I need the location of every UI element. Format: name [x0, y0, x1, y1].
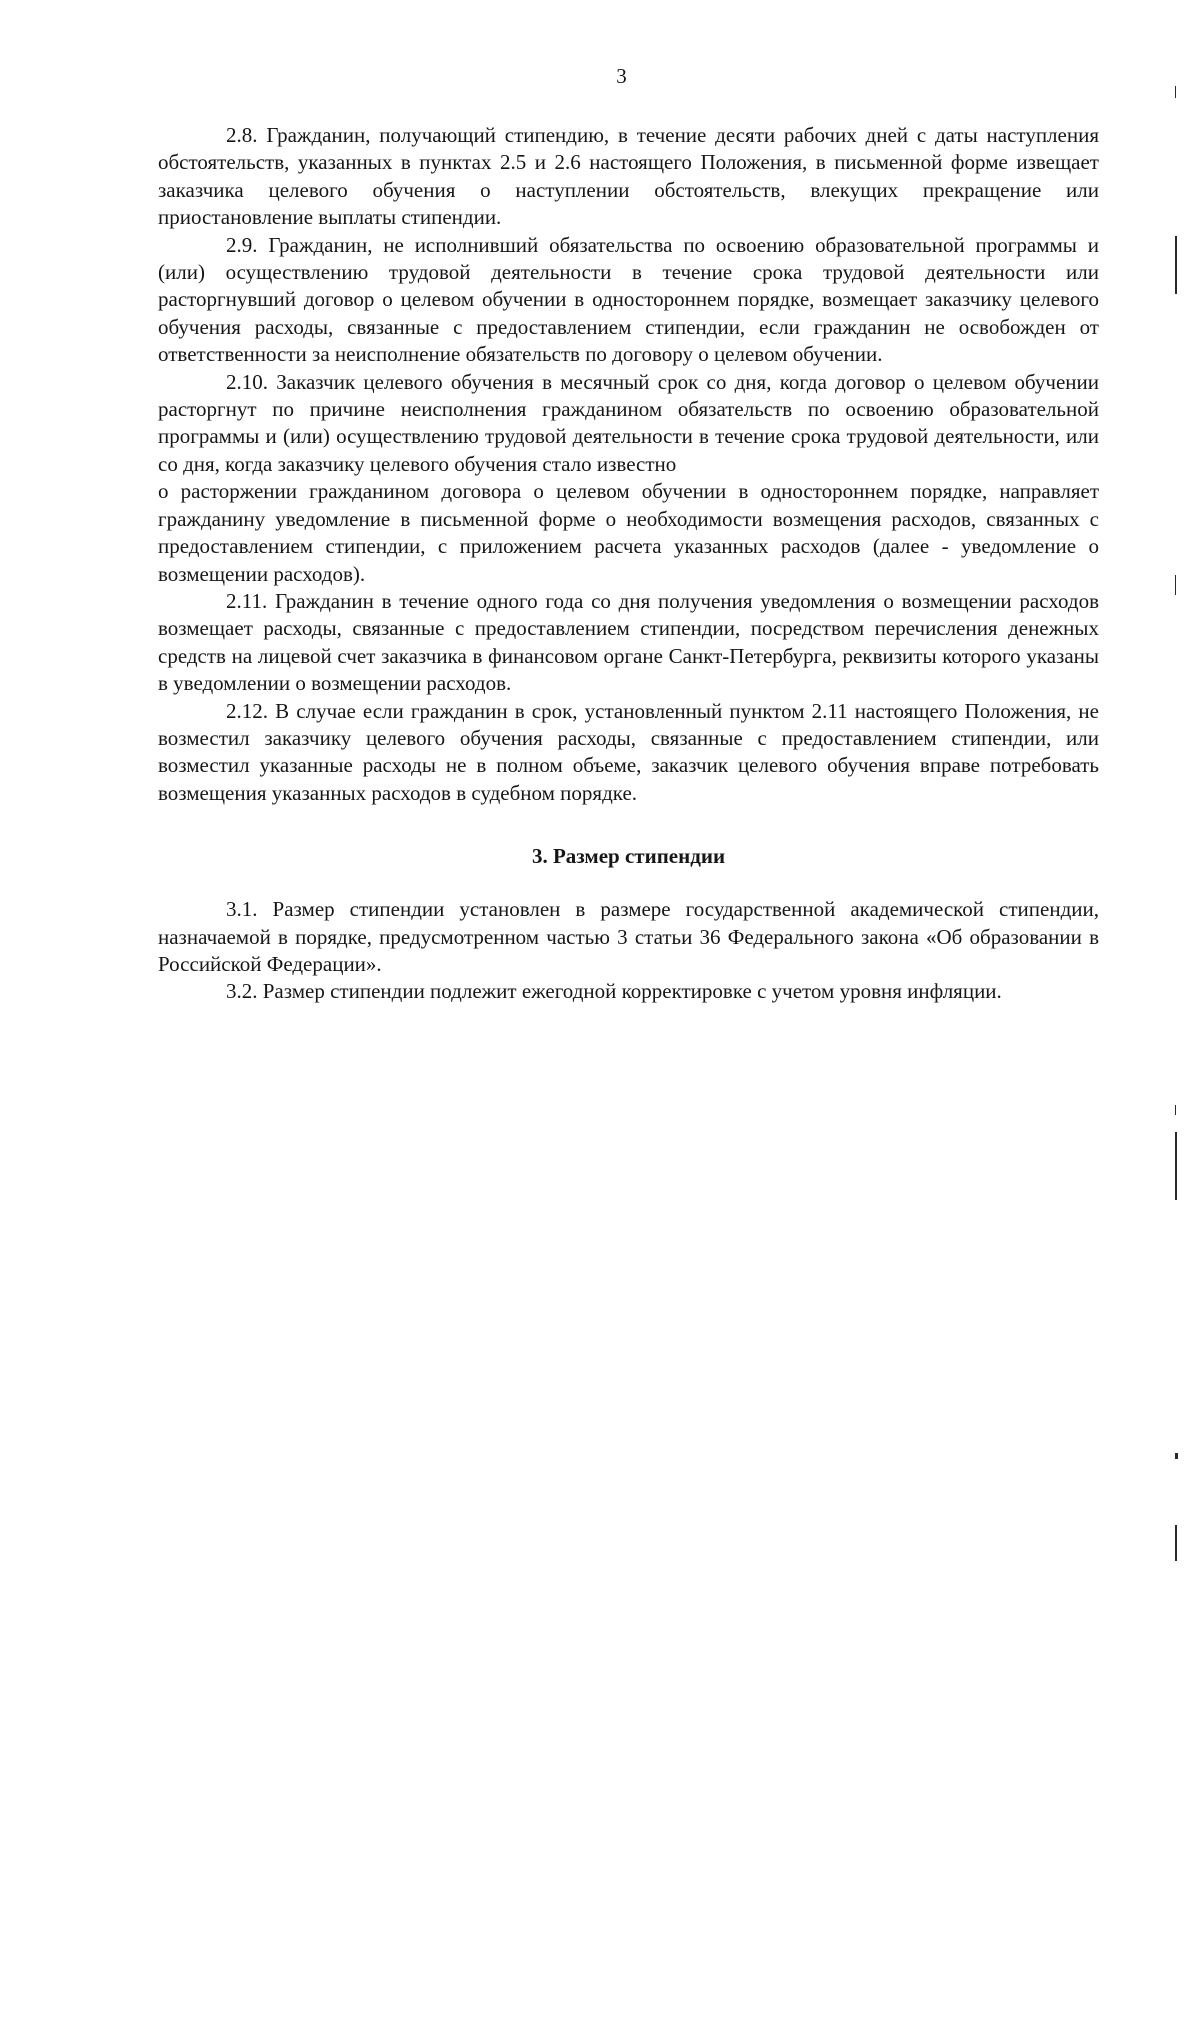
scan-artifact-mark: [1175, 1105, 1176, 1115]
scan-artifact-mark: [1175, 1525, 1177, 1561]
scan-artifact-mark: [1175, 1132, 1177, 1200]
paragraph-2-10-continued: о расторжении гражданином договора о целевом обучении в одностороннем порядке, направляет гражданину уведомление в письменной форме о необходимости возмещения расходов, связанных с предоставлением стипендии, с приложением расчета указанных расходов (далее - уведомление о возмещении расходов).: [158, 479, 1099, 586]
paragraph-3-1: 3.1. Размер стипендии установлен в размере государственной академической стипендии, назначаемой в порядке, предусмотренном частью 3 статьи 36 Федерального закона «Об образовании в Российской Федерации».: [158, 897, 1099, 976]
paragraph-2-12: 2.12. В случае если гражданин в срок, установленный пунктом 2.11 настоящего Положения, не возместил заказчику целевого обучения расходы, связанные с предоставлением стипендии, или возместил указанные расходы не в полном объеме, заказчик целевого обучения вправе потребовать возмещения указанных расходов в судебном порядке.: [158, 698, 1099, 805]
paragraph-2-10: 2.10. Заказчик целевого обучения в месячный срок со дня, когда договор о целевом обучении расторгнут по причине неисполнения гражданином обязательств по освоению образовательной программы и (или) осуществлению трудовой деятельности в течение срока трудовой деятельности, или со дня, когда заказчику целевого обучения стало известно: [158, 369, 1099, 476]
document-body: [158, 122, 1099, 1006]
paragraph-2-8: 2.8. Гражданин, получающий стипендию, в течение десяти рабочих дней с даты наступления обстоятельств, указанных в пунктах 2.5 и 2.6 настоящего Положения, в письменной форме извещает заказчика целевого обучения о наступлении обстоятельств, влекущих прекращение или приостановление выплаты стипендии.: [158, 123, 1099, 230]
scan-artifact-mark: [1175, 575, 1176, 595]
paragraph-3-2: 3.2. Размер стипендии подлежит ежегодной корректировке с учетом уровня инфляции.: [226, 979, 1002, 1004]
section-heading: 3. Размер стипендии: [531, 844, 726, 869]
paragraph-2-11: 2.11. Гражданин в течение одного года со дня получения уведомления о возмещении расходов возмещает расходы, связанные с предоставлением стипендии, посредством перечисления денежных средств на лицевой счет заказчика в финансовом органе Санкт-Петербурга, реквизиты которого указаны в уведомлении о возмещении расходов.: [158, 588, 1099, 696]
scan-artifact-mark: [1175, 86, 1176, 98]
scan-artifact-mark: [1175, 1453, 1178, 1459]
scan-artifact-mark: [1175, 236, 1177, 294]
paragraph-2-9: 2.9. Гражданин, не исполнивший обязательства по освоению образовательной программы и (или) осуществлению трудовой деятельности в течение срока трудовой деятельности или расторгнувший договор о целевом обучении в одностороннем порядке, возмещает заказчику целевого обучения расходы, связанные с предоставлением стипендии, если гражданин не освобожден от ответственности за неисполнение обязательств по договору о целевом обучении.: [158, 232, 1099, 367]
page-number: 3: [616, 64, 627, 88]
